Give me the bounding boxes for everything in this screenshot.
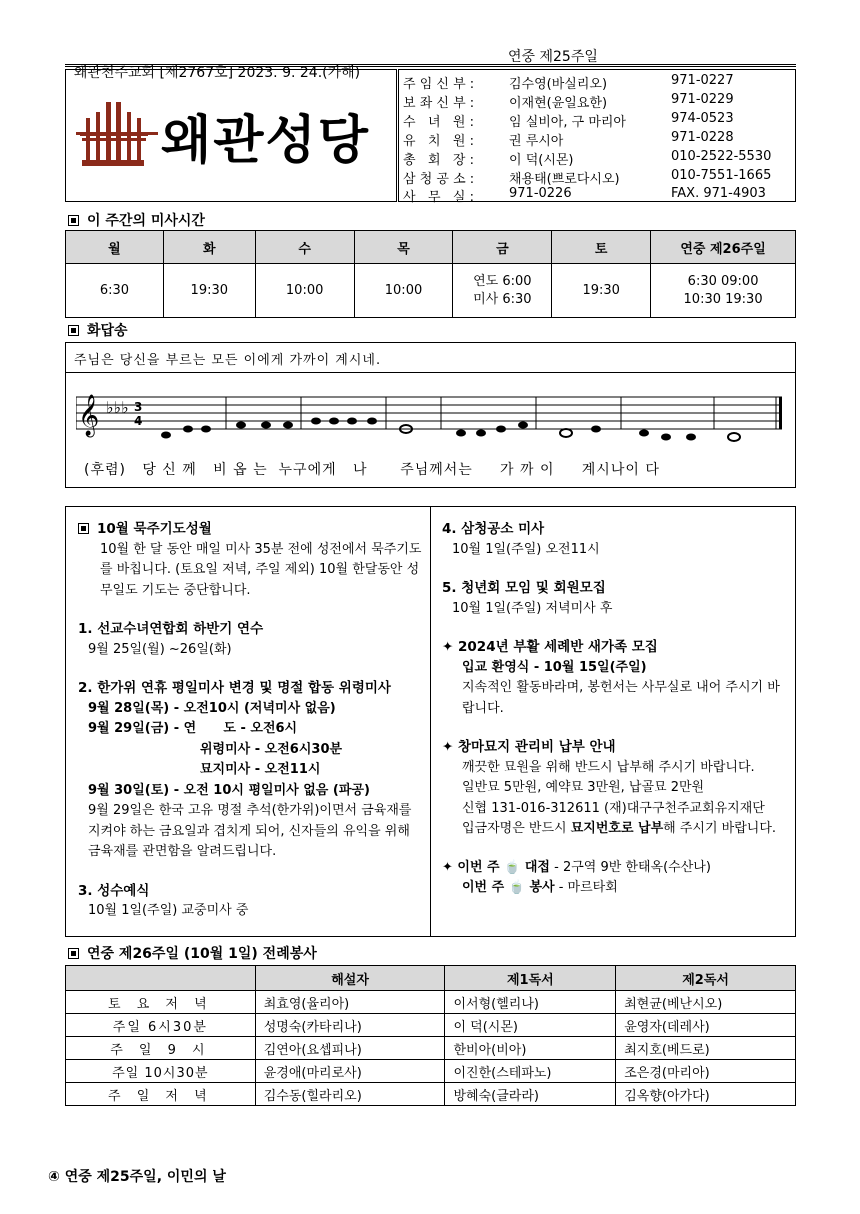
staff-name: 이재현(윤일요한) [509, 96, 608, 111]
service-cell: 김수동(힐라리오) [255, 1083, 445, 1106]
staff-name: 이 덕(시몬) [509, 153, 574, 168]
notice-title: 이번 주 🍵 봉사 [462, 880, 555, 895]
logo-text: 왜관성당 [161, 110, 370, 171]
service-cell: 김연아(요셉피나) [255, 1037, 445, 1060]
table-row [66, 991, 796, 1014]
mass-day: 목 [354, 231, 453, 264]
square-bullet-icon [68, 325, 79, 336]
service-section-title [68, 943, 317, 963]
service-cell: 방혜숙(글라라) [445, 1083, 616, 1106]
notice-body: 10월 1일(주일) 교중미사 중 [88, 903, 249, 918]
mass-time: 10:00 [354, 264, 453, 318]
table-row [66, 1014, 796, 1037]
svg-text:4: 4 [134, 414, 143, 428]
staff-row [403, 92, 734, 111]
notices-divider [430, 507, 431, 936]
notice-line: 위령미사 - 오전6시30분 [200, 741, 343, 757]
notice-title: ✦ 이번 주 🍵 대접 [442, 859, 550, 875]
liturgical-day: 연중 제25주일 [508, 49, 598, 65]
table-row [66, 1060, 796, 1083]
mass-time: 6:30 [66, 264, 164, 318]
mass-day: 화 [163, 231, 255, 264]
square-bullet-icon [78, 523, 89, 534]
notices-right-column [442, 519, 787, 899]
notice-title: 2. 한가위 연휴 평일미사 변경 및 명절 합동 위령미사 [78, 680, 391, 696]
mass-time: 연도 6:00 미사 6:30 [453, 264, 552, 318]
notice-line: 9월 28일(목) - 오전10시 (저녁미사 없음) [88, 700, 336, 716]
notice-title: 1. 선교수녀연합회 하반기 연수 [78, 621, 264, 637]
staff-phone: 010-2522-5530 [671, 149, 772, 164]
staff-phone: 971-0227 [671, 73, 734, 88]
svg-text:3: 3 [134, 400, 143, 414]
mass-times-row [66, 264, 796, 318]
table-row [66, 1083, 796, 1106]
notices-left-column [78, 519, 423, 922]
notice-line [442, 819, 787, 840]
notice-body: - 2구역 9반 한태옥(수산나) [549, 859, 711, 875]
svg-text:♭♭♭: ♭♭♭ [106, 398, 129, 417]
notice-line [442, 858, 787, 879]
staff-role: 수 녀 원 : [403, 115, 474, 130]
mass-title: 이 주간의 미사시간 [87, 213, 205, 229]
service-cell: 이진한(스테파노) [445, 1060, 616, 1083]
notice-title: 4. 삼청공소 미사 [442, 521, 545, 537]
table-row [66, 1037, 796, 1060]
service-header: 제2독서 [616, 966, 796, 991]
service-header-row [66, 966, 796, 991]
staff-role: 주 임 신 부 : [403, 77, 475, 92]
mass-time: 10:00 [255, 264, 354, 318]
staff-phone: FAX. 971-4903 [671, 186, 766, 201]
notice-body: 9월 29일은 한국 고유 명절 추석(한가위)이면서 금육재를 지켜야 하는 금요일과 겹치게 되어, 신자들의 유익을 위해 금육재를 관면함을 알려드립니다. [88, 803, 412, 859]
notice-line: 9월 29일(금) - 연 도 - 오전6시 [88, 721, 298, 736]
notice-title-text: 10월 묵주기도성월 [97, 521, 212, 537]
service-cell: 윤영자(데레사) [616, 1014, 796, 1037]
notice-body: 10월 1일(주일) 저녁미사 후 [452, 600, 613, 616]
notice-line [442, 878, 787, 899]
notice-body: 지속적인 활동바라며, 봉헌서는 사무실로 내어 주시기 바랍니다. [462, 680, 780, 716]
notice-line: 입교 환영식 - 10월 15일(주일) [462, 659, 647, 675]
service-cell: 이 덕(시몬) [445, 1014, 616, 1037]
staff-role: 보 좌 신 부 : [403, 96, 475, 111]
church-logo-icon [72, 98, 162, 178]
mass-time: 19:30 [163, 264, 255, 318]
staff-name: 임 실비아, 구 마리아 [509, 115, 626, 130]
mass-section-title [68, 210, 205, 230]
staff-row [403, 130, 734, 149]
staff-directory [398, 69, 796, 205]
service-cell: 성명숙(카타리나) [255, 1014, 445, 1037]
notice-line: 묘지미사 - 오전11시 [200, 762, 321, 777]
notice-title: ✦ 창마묘지 관리비 납부 안내 [442, 739, 616, 755]
psalm-title: 화답송 [87, 323, 128, 339]
psalm-box [65, 342, 796, 488]
staff-name: 채용태(쁘로다시오) [509, 172, 620, 187]
service-title: 연중 제26주일 (10월 1일) 전례봉사 [87, 946, 317, 962]
svg-text:𝄞: 𝄞 [78, 395, 100, 436]
service-header [66, 966, 256, 991]
staff-name: 김수영(바실리오) [509, 77, 608, 92]
psalm-section-title [68, 320, 128, 340]
service-cell: 윤경애(마리로사) [255, 1060, 445, 1083]
mass-time: 6:30 09:00 10:30 19:30 [651, 264, 796, 318]
service-time: 주일 6시30분 [66, 1014, 256, 1037]
staff-role: 총 회 장 : [403, 153, 474, 168]
notice-line: 깨끗한 묘원을 위해 반드시 납부해 주시기 바랍니다. [462, 759, 755, 775]
mass-day: 수 [255, 231, 354, 264]
page-footer: ④ 연중 제25주일, 이민의 날 [48, 1169, 226, 1185]
staff-phone: 971-0229 [671, 92, 734, 107]
psalm-lyrics: (후렴) 당 신 께 비 옵 는 누구에게 나 주님께서는 가 까 이 계시나이 다 [84, 462, 660, 478]
music-staff [76, 383, 788, 453]
staff-row [403, 168, 772, 187]
notice-body: 10월 한 달 동안 매일 미사 35분 전에 성전에서 묵주기도를 바칩니다. (토요일 저녁, 주일 제외) 10월 한달동안 성무일도 기도는 중단합니다. [100, 541, 422, 598]
service-time: 토 요 저 녁 [66, 991, 256, 1014]
square-bullet-icon [68, 215, 79, 226]
mass-day: 금 [453, 231, 552, 264]
notice-line: 일반묘 5만원, 예약묘 3만원, 납골묘 2만원 [462, 780, 705, 795]
service-cell: 한비아(비아) [445, 1037, 616, 1060]
square-bullet-icon [68, 948, 79, 959]
service-cell: 이서형(헬리나) [445, 991, 616, 1014]
mass-schedule-table [65, 230, 796, 318]
staff-name: 971-0226 [509, 186, 572, 201]
notice-text: 해 주시기 바랍니다. [663, 821, 777, 836]
staff-phone: 971-0228 [671, 130, 734, 145]
notice-text: 입금자명은 반드시 [462, 821, 571, 836]
bulletin-issue: 왜관천주교회 [제2767호] 2023. 9. 24.(가해) [73, 65, 361, 81]
notice-title [78, 519, 423, 540]
mass-day: 토 [552, 231, 651, 264]
staff-row [403, 186, 766, 205]
psalm-text: 주님은 당신을 부르는 모든 이에게 가까이 계시네. [74, 353, 382, 368]
staff-role: 유 치 원 : [403, 134, 474, 149]
notice-body: - 마르타회 [554, 880, 618, 895]
service-time: 주 일 저 녁 [66, 1083, 256, 1106]
service-header: 제1독서 [445, 966, 616, 991]
mass-day: 월 [66, 231, 164, 264]
notices-box [65, 506, 796, 937]
notice-title: ✦ 2024년 부활 세례반 새가족 모집 [442, 639, 658, 655]
service-cell: 최효영(율리아) [255, 991, 445, 1014]
mass-days-row [66, 231, 796, 264]
service-cell: 최현균(베난시오) [616, 991, 796, 1014]
service-cell: 김옥향(아가다) [616, 1083, 796, 1106]
service-time: 주 일 9 시 [66, 1037, 256, 1060]
staff-row [403, 73, 734, 92]
notice-emphasis: 묘지번호로 납부 [570, 821, 664, 836]
psalm-divider [66, 372, 795, 373]
logo-box [65, 69, 397, 202]
service-time: 주일 10시30분 [66, 1060, 256, 1083]
header-rule [65, 64, 796, 67]
service-cell: 최지호(베드로) [616, 1037, 796, 1060]
notice-line: 9월 30일(토) - 오전 10시 평일미사 없음 (파공) [88, 782, 370, 798]
notice-title: 5. 청년회 모임 및 회원모집 [442, 580, 606, 596]
service-cell: 조은경(마리아) [616, 1060, 796, 1083]
service-header: 해설자 [255, 966, 445, 991]
staff-row [403, 149, 772, 168]
service-table [65, 965, 796, 1106]
staff-name: 권 루시아 [509, 134, 564, 149]
notice-line: 신협 131-016-312611 (재)대구구천주교회유지재단 [462, 800, 765, 816]
notice-body: 9월 25일(월) ~26일(화) [88, 641, 232, 657]
staff-role: 삼 청 공 소 : [403, 172, 475, 187]
staff-phone: 974-0523 [671, 111, 734, 126]
mass-time: 19:30 [552, 264, 651, 318]
staff-row [403, 111, 734, 130]
staff-role: 사 무 실 : [403, 190, 474, 205]
notice-body: 10월 1일(주일) 오전11시 [452, 541, 600, 557]
staff-phone: 010-7551-1665 [671, 168, 772, 183]
notice-title: 3. 성수예식 [78, 882, 150, 899]
mass-day: 연중 제26주일 [651, 231, 796, 264]
